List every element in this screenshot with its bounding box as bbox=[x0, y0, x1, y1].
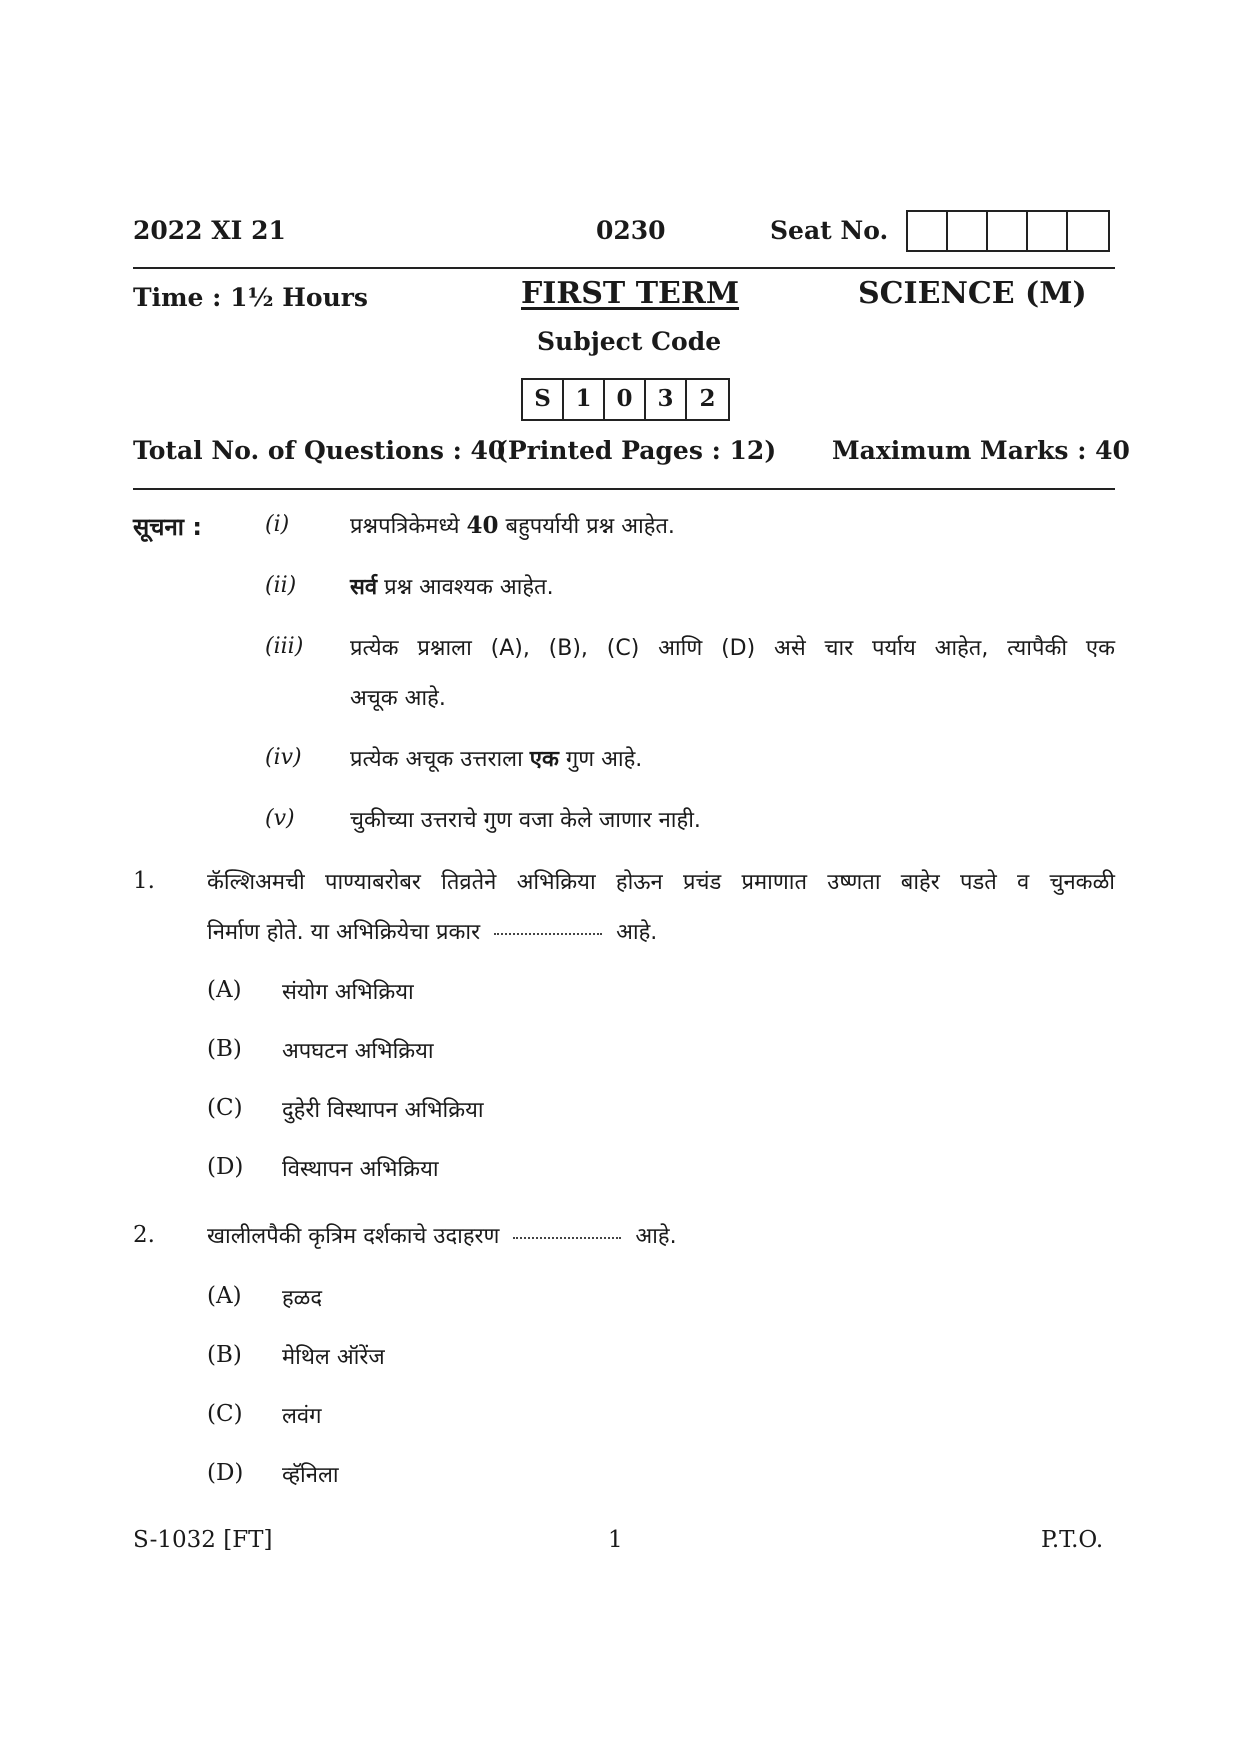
seat-box[interactable] bbox=[988, 212, 1028, 250]
code-digit: S bbox=[523, 380, 564, 419]
question-number: 1. bbox=[133, 868, 155, 894]
seat-label: Seat No. bbox=[770, 216, 889, 245]
instruction-number: (i) bbox=[265, 512, 290, 537]
instruction-number: (iii) bbox=[265, 634, 304, 659]
code-digit: 0 bbox=[605, 380, 646, 419]
instruction-number: (v) bbox=[265, 806, 295, 831]
option-text: लवंग bbox=[282, 1404, 322, 1429]
blank-dots bbox=[513, 1237, 621, 1239]
option-label: (B) bbox=[207, 1342, 242, 1368]
pto-label: P.T.O. bbox=[1041, 1527, 1104, 1553]
instruction-item: प्रत्येक प्रश्नाला (A), (B), (C) आणि (D) असे चार पर्याय आहेत, त्यापैकी एक bbox=[350, 636, 1115, 661]
seat-box[interactable] bbox=[1028, 212, 1068, 250]
question-text: कॅल्शिअमची पाण्याबरोबर तिव्रतेने अभिक्रिया होऊन प्रचंड प्रमाणात उष्णता बाहेर पडते व चुनकळी bbox=[207, 870, 1115, 895]
option-text: व्हॅनिला bbox=[282, 1463, 339, 1488]
instruction-item: चुकीच्या उत्तराचे गुण वजा केले जाणार नाही. bbox=[350, 808, 701, 833]
footer-code: S-1032 [FT] bbox=[133, 1527, 273, 1553]
seat-box[interactable] bbox=[908, 212, 948, 250]
option-label: (C) bbox=[207, 1095, 243, 1121]
option-text: संयोग अभिक्रिया bbox=[282, 980, 414, 1005]
option-label: (A) bbox=[207, 1283, 242, 1309]
time-label: Time : 1½ Hours bbox=[133, 283, 368, 312]
instruction-item: सर्व प्रश्न आवश्यक आहेत. bbox=[350, 575, 554, 600]
question-text-continued: निर्माण होते. या अभिक्रियेचा प्रकार आहे. bbox=[207, 920, 658, 945]
code-digit: 1 bbox=[564, 380, 605, 419]
instruction-number: (iv) bbox=[265, 745, 302, 770]
code-digit: 3 bbox=[646, 380, 687, 419]
printed-pages: (Printed Pages : 12) bbox=[496, 436, 777, 465]
paper-code: 0230 bbox=[596, 216, 666, 245]
seat-number-boxes[interactable] bbox=[906, 210, 1110, 252]
question-number: 2. bbox=[133, 1222, 155, 1248]
instruction-item-continued: अचूक आहे. bbox=[350, 686, 446, 711]
option-text: हळद bbox=[282, 1286, 323, 1311]
option-label: (D) bbox=[207, 1460, 244, 1486]
option-label: (C) bbox=[207, 1401, 243, 1427]
subject-code-label: Subject Code bbox=[537, 327, 722, 356]
seat-box[interactable] bbox=[948, 212, 988, 250]
question-text: खालीलपैकी कृत्रिम दर्शकाचे उदाहरण आहे. bbox=[207, 1224, 677, 1249]
instruction-item: प्रत्येक अचूक उत्तराला एक गुण आहे. bbox=[350, 747, 643, 772]
subject-title: SCIENCE (M) bbox=[858, 276, 1087, 311]
total-questions: Total No. of Questions : 40 bbox=[133, 436, 506, 465]
term-title: FIRST TERM bbox=[521, 276, 740, 311]
header-rule-bottom bbox=[133, 488, 1115, 490]
seat-box[interactable] bbox=[1068, 212, 1108, 250]
option-text: विस्थापन अभिक्रिया bbox=[282, 1157, 439, 1182]
option-text: मेथिल ऑरेंज bbox=[282, 1345, 385, 1370]
page-number: 1 bbox=[608, 1527, 623, 1553]
option-text: अपघटन अभिक्रिया bbox=[282, 1039, 434, 1064]
blank-dots bbox=[494, 933, 602, 935]
exam-code: 2022 XI 21 bbox=[133, 216, 286, 245]
code-digit: 2 bbox=[699, 385, 716, 412]
subject-code-boxes bbox=[521, 378, 730, 421]
instruction-item: प्रश्नपत्रिकेमध्ये 40 बहुपर्यायी प्रश्न आहेत. bbox=[350, 512, 675, 539]
instruction-number: (ii) bbox=[265, 573, 297, 598]
instructions-label: सूचना : bbox=[133, 513, 202, 541]
header-rule-top bbox=[133, 267, 1115, 269]
option-label: (D) bbox=[207, 1154, 244, 1180]
option-label: (A) bbox=[207, 977, 242, 1003]
option-text: दुहेरी विस्थापन अभिक्रिया bbox=[282, 1098, 484, 1123]
option-label: (B) bbox=[207, 1036, 242, 1062]
maximum-marks: Maximum Marks : 40 bbox=[832, 436, 1130, 465]
